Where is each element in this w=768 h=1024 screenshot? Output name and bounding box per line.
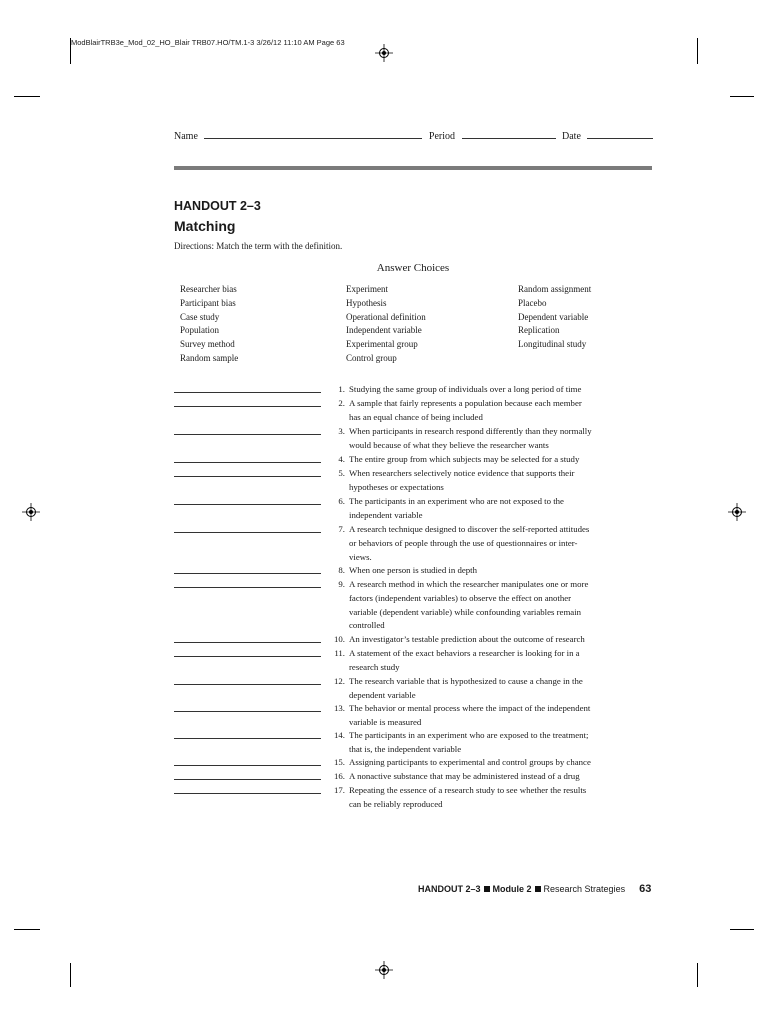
answer-blank[interactable] [174,642,321,643]
answer-choice: Independent variable [346,325,422,336]
answer-choice: Control group [346,352,397,363]
item-number: 8. [338,565,345,575]
answer-blank[interactable] [174,504,321,505]
answer-choices-column-2 [346,283,426,366]
answer-blank[interactable] [174,684,321,685]
date-label: Date [562,131,581,142]
answer-choice: Replication [518,325,560,336]
registration-mark-icon [728,503,746,521]
definition-line: Assigning participants to experimental and control groups by chance [349,757,591,767]
item-number: 13. [334,703,345,713]
answer-choice: Population [180,325,220,336]
crop-mark-bottom-left-h [14,929,40,930]
answer-blank[interactable] [174,573,321,574]
handout-label: HANDOUT 2–3 [174,199,261,213]
definition-line: A research technique designed to discover the self-reported attitudes [349,524,590,534]
answer-choice: Random sample [180,352,239,363]
answer-blank[interactable] [174,406,321,407]
page-footer [418,883,651,895]
definition-line: When participants in research respond differently than they normally [349,426,592,436]
answer-choice: Researcher bias [180,284,237,294]
answer-choices-column-3 [518,283,591,352]
crop-mark-top-left-v [70,38,71,64]
page-number: 63 [639,883,652,895]
definition-line: controlled [349,620,385,631]
answer-blank[interactable] [174,462,321,463]
crop-mark-bottom-right-v [697,963,698,987]
definition-line: factors (independent variables) to observe the effect on another [349,592,572,603]
item-number: 5. [338,468,345,478]
definition-line: variable is measured [349,716,422,727]
definition-line: that is, the independent variable [349,743,462,754]
answer-choice: Experimental group [346,339,418,350]
date-field[interactable] [587,138,653,139]
answer-choice: Hypothesis [346,297,387,308]
definition-line: views. [349,551,372,562]
definition-line: dependent variable [349,689,416,700]
header-rule [174,166,652,170]
definition-line: research study [349,661,400,672]
definition-line: The participants in an experiment who are exposed to the treatment; [349,730,589,740]
item-number: 2. [338,398,345,408]
item-number: 3. [338,426,345,436]
directions: Directions: Match the term with the definition. [174,241,343,251]
definition-line: Studying the same group of individuals over a long period of time [349,384,582,394]
answer-choice: Longitudinal study [518,339,587,350]
square-bullet-icon [484,886,490,892]
definition-line: would because of what they believe the researcher wants [349,439,549,450]
item-number: 15. [334,757,345,767]
definition-line: variable (dependent variable) while confounding variables remain [349,606,582,617]
definition-line: When one person is studied in depth [349,565,478,575]
answer-blank[interactable] [174,765,321,766]
definition-line: The research variable that is hypothesized to cause a change in the [349,676,583,686]
answer-choice: Random assignment [518,284,592,294]
answer-blank[interactable] [174,793,321,794]
registration-mark-icon [22,503,40,521]
answer-blank[interactable] [174,711,321,712]
definition-line: A statement of the exact behaviors a researcher is looking for in a [349,648,580,658]
crop-mark-bottom-left-v [70,963,71,987]
answer-blank[interactable] [174,779,321,780]
definition-line: The participants in an experiment who are not exposed to the [349,496,564,506]
definition-line: The behavior or mental process where the impact of the independent [349,703,591,713]
item-number: 16. [334,771,345,781]
answer-choice: Case study [180,311,220,322]
answer-blank[interactable] [174,738,321,739]
answer-choices-heading: Answer Choices [376,262,450,274]
definition-line: has an equal chance of being included [349,411,483,422]
registration-mark-icon [375,961,393,979]
item-number: 9. [338,579,345,589]
square-bullet-icon [535,886,541,892]
item-number: 4. [338,454,345,464]
answer-blank[interactable] [174,532,321,533]
footer-handout: HANDOUT 2–3 [418,884,481,894]
crop-mark-top-right-h [730,96,754,97]
item-number: 12. [334,676,345,686]
definition-line: Repeating the essence of a research study to see whether the results [349,785,587,795]
definition-line: independent variable [349,509,423,520]
crop-mark-top-right-v [697,38,698,64]
definition-line: A sample that fairly represents a population because each member [349,398,582,408]
name-label: Name [174,131,198,142]
answer-blank[interactable] [174,587,321,588]
item-number: 17. [334,785,345,795]
definition-line: A research method in which the researcher manipulates one or more [349,579,589,589]
answer-choice: Participant bias [180,297,236,308]
definition-line: can be reliably reproduced [349,798,443,809]
answer-blank[interactable] [174,656,321,657]
answer-choices-column-1 [180,283,238,366]
definition-line: or behaviors of people through the use of questionnaires or inter- [349,537,578,548]
definition-line: A nonactive substance that may be administered instead of a drug [349,771,580,781]
definition-line: When researchers selectively notice evidence that supports their [349,468,575,478]
definition-line: The entire group from which subjects may be selected for a study [349,454,580,464]
answer-blank[interactable] [174,392,321,393]
footer-module: Module 2 [492,884,532,894]
answer-choice: Dependent variable [518,311,589,322]
item-number: 14. [334,730,345,740]
period-label: Period [428,131,455,142]
definition-line: An investigator’s testable prediction about the outcome of research [349,634,585,644]
item-number: 10. [334,634,345,644]
footer-section: Research Strategies [543,884,626,894]
answer-choice: Survey method [180,339,235,350]
answer-choice: Placebo [518,297,547,308]
student-info-line [174,131,650,142]
answer-choice: Operational definition [346,311,426,322]
crop-mark-top-left-h [14,96,40,97]
name-field[interactable] [204,138,422,139]
item-number: 6. [338,496,345,506]
period-field[interactable] [462,138,556,139]
registration-mark-icon [375,44,393,62]
definition-line: hypotheses or expectations [349,481,444,492]
page-title: Matching [174,218,236,234]
printer-slug: ModBlairTRB3e_Mod_02_HO_Blair TRB07.HO/TM.1-3 3/26/12 11:10 AM Page 63 [71,38,345,47]
answer-choice: Experiment [346,284,388,294]
item-number: 1. [338,384,345,394]
answer-blank[interactable] [174,434,321,435]
item-number: 11. [334,648,345,658]
item-number: 7. [338,524,345,534]
answer-blank[interactable] [174,476,321,477]
crop-mark-bottom-right-h [730,929,754,930]
